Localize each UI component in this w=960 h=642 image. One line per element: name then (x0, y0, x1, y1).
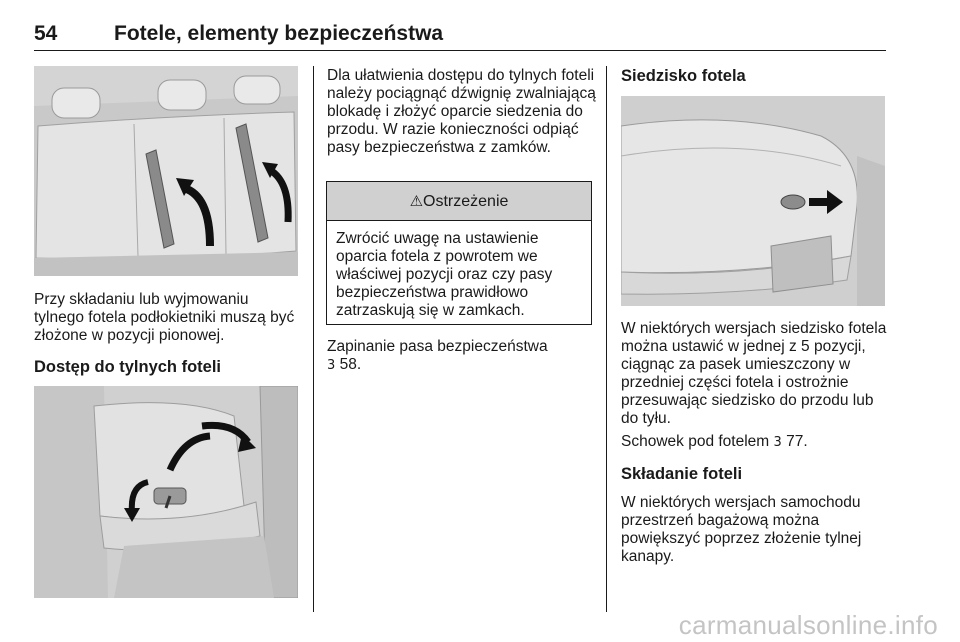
rear-seat-illustration (34, 66, 298, 276)
heading-rear-seat-access: Dostęp do tylnych foteli (34, 358, 222, 376)
page-ref-icon: 3 (327, 358, 336, 373)
folding-seats-text: W niektórych wersjach samochodu przestrzeń bagażową można powiększyć poprzez złożenie tylnej kanapy. (621, 494, 862, 565)
column-divider-left (313, 66, 314, 612)
seat-cushion-illustration (621, 96, 885, 306)
warning-text: Zwrócić uwagę na ustawienie oparcia fotela z powrotem we właściwej pozycji oraz czy pasy bezpieczeństwa prawidłowo zatrzaskują się w zamkach. (336, 230, 553, 319)
page-ref-icon: 3 (773, 435, 782, 450)
storage-reference (621, 433, 891, 452)
storage-reference-page[interactable]: 77. (786, 433, 808, 450)
figure-seat-release-lever (34, 386, 298, 598)
figure-seat-cushion-strap (621, 96, 885, 306)
warning-box (326, 181, 592, 325)
warning-header (327, 182, 591, 221)
page-number: 54 (34, 22, 58, 45)
seatbelt-reference (327, 338, 597, 375)
figure-rear-seat-armrests (34, 66, 298, 276)
heading-folding-seats: Składanie foteli (621, 465, 743, 483)
page-title: Fotele, elementy bezpieczeństwa (114, 22, 444, 45)
seatbelt-reference-text: Zapinanie pasa bezpieczeństwa (327, 338, 548, 355)
watermark: carmanualsonline.info (678, 610, 938, 640)
storage-reference-text: Schowek pod fotelem (621, 433, 770, 450)
seat-lever-illustration (34, 386, 298, 598)
page-header (34, 22, 886, 51)
column-divider-right (606, 66, 607, 612)
warning-triangle-icon: ⚠ (409, 192, 424, 210)
seat-cushion-instructions: W niektórych wersjach siedzisko fotela można ustawić w jednej z 5 pozycji, ciągnąc za pasek umieszczony w przedniej części fotela i ostrożnie przesuwając siedzisko do przodu lub do tyłu. (621, 320, 887, 427)
armrest-note: Przy składaniu lub wyjmowaniu tylnego fotela podłokietniki muszą być złożone w pozycji pionowej. (34, 291, 295, 344)
warning-title: Ostrzeżenie (423, 193, 509, 210)
rear-access-instructions: Dla ułatwienia dostępu do tylnych foteli należy pociągnąć dźwignię zwalniającą blokadę i złożyć oparcie siedzenia do przodu. W razie konieczności odpiąć pasy bezpieczeństwa z zamków. (327, 67, 596, 156)
seatbelt-reference-page[interactable]: 58. (339, 356, 362, 373)
heading-seat-cushion: Siedzisko fotela (621, 67, 746, 85)
